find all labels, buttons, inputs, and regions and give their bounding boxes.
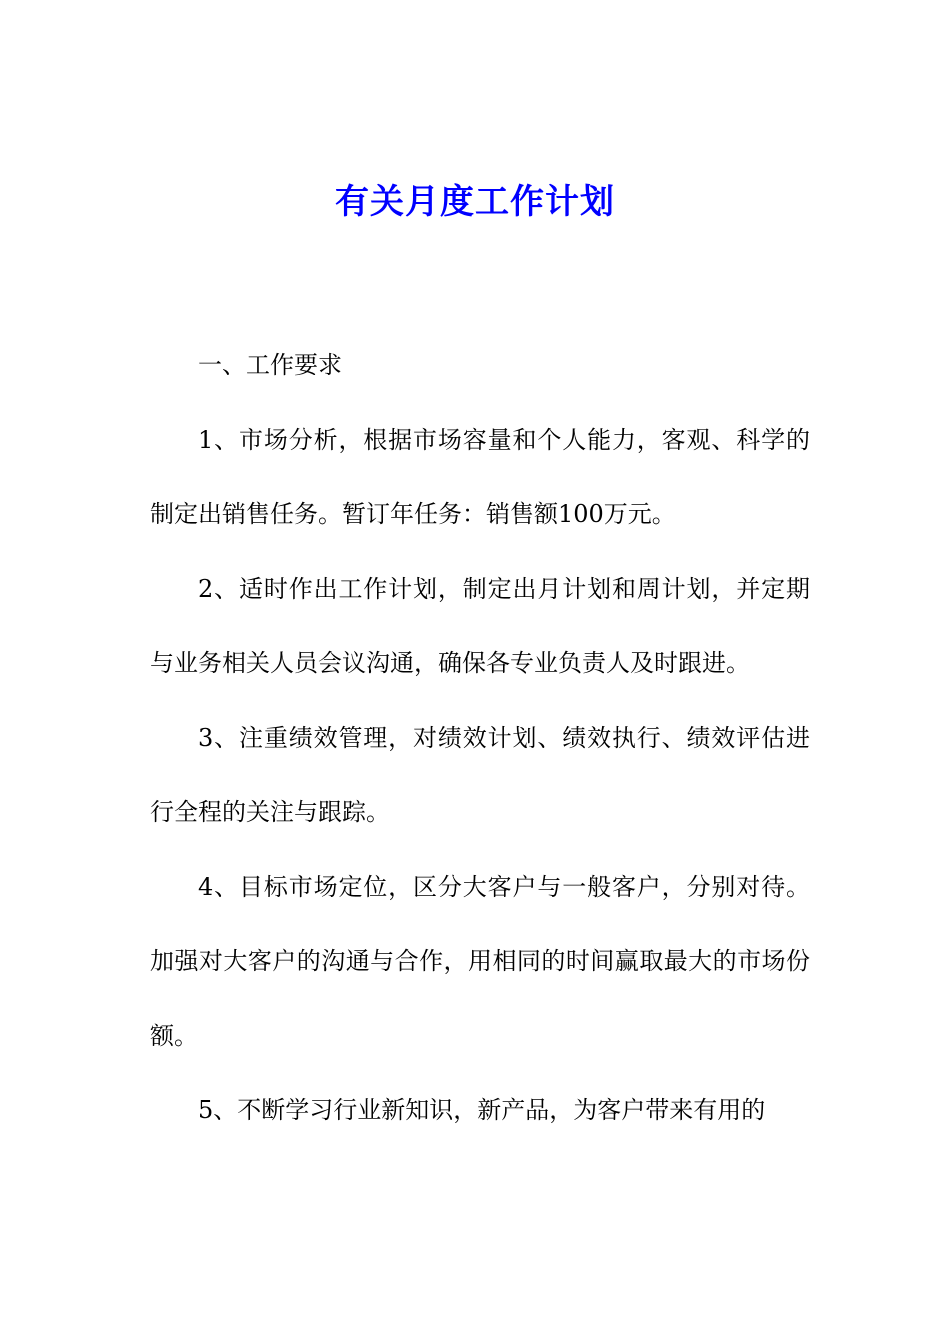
section-heading: 一、工作要求 — [198, 351, 342, 379]
paragraph-item-1: 1、市场分析，根据市场容量和个人能力，客观、科学的制定出销售任务。暂订年任务：销售额100万元。 — [150, 425, 810, 528]
document-body — [150, 328, 810, 1148]
paragraph-item-3: 3、注重绩效管理，对绩效计划、绩效执行、绩效评估进行全程的关注与跟踪。 — [150, 723, 810, 826]
paragraph-item-5: 5、不断学习行业新知识，新产品，为客户带来有用的 — [198, 1096, 766, 1124]
paragraph-item-2: 2、适时作出工作计划，制定出月计划和周计划，并定期与业务相关人员会议沟通，确保各专业负责人及时跟进。 — [150, 574, 810, 677]
document-title: 有关月度工作计划 — [335, 182, 615, 222]
paragraph-item-4: 4、目标市场定位，区分大客户与一般客户，分别对待。加强对大客户的沟通与合作，用相同的时间赢取最大的市场份额。 — [150, 872, 810, 1050]
